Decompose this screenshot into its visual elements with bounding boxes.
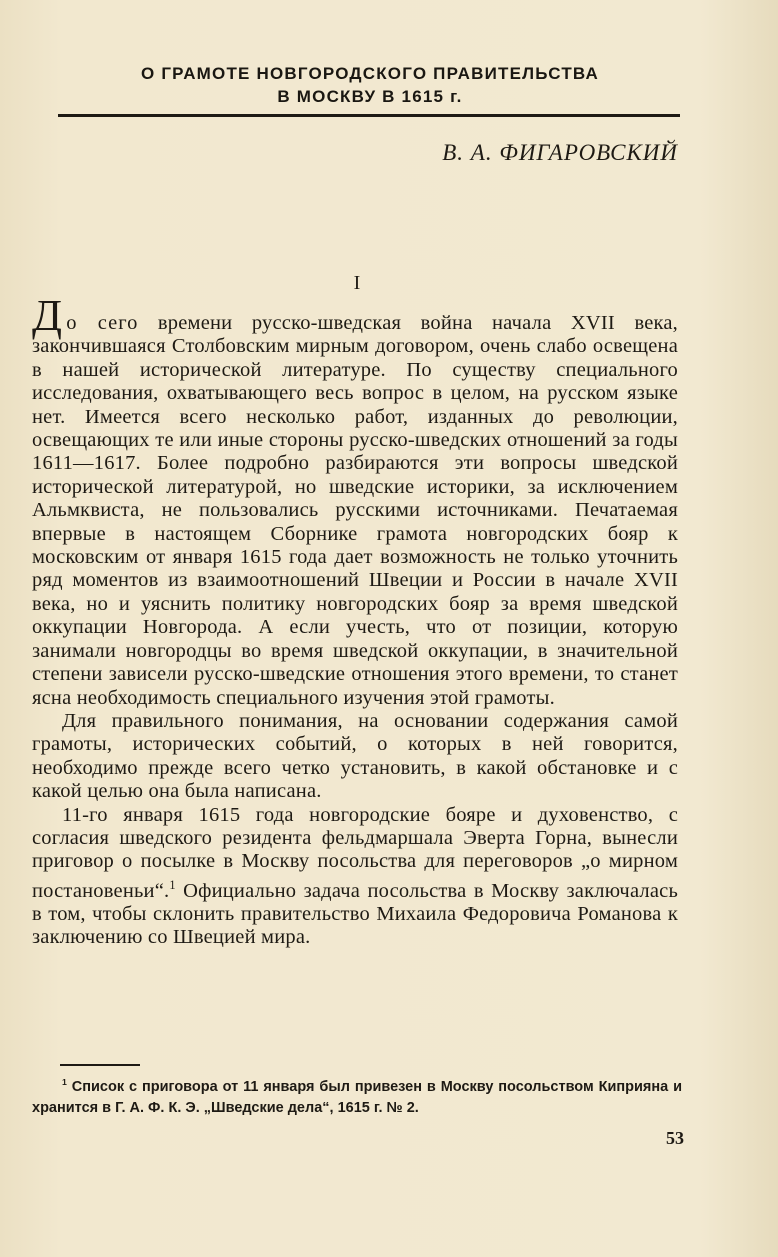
paragraph-3 [32, 804, 678, 950]
article-title [60, 62, 680, 108]
section-number: I [353, 272, 361, 294]
footnote-mark: 1 [62, 1077, 67, 1087]
page-number: 53 [666, 1128, 684, 1148]
paragraph-1 [32, 291, 678, 710]
article-title-line-2: В МОСКВУ В 1615 г. [277, 87, 463, 106]
footnote-reference: 1 [169, 877, 176, 892]
drop-cap: Д [32, 291, 63, 340]
footnote-divider [60, 1064, 140, 1066]
paragraph-3-text-b: Официально задача посольства в Москву заключалась в том, чтобы склонить правительство Михаила Федоровича Романова к заключению со Швецией мира. [32, 879, 678, 949]
article-title-line-1: О ГРАМОТЕ НОВГОРОДСКОГО ПРАВИТЕЛЬСТВА [140, 64, 600, 83]
footnote-text: Список с приговора от 11 января был привезен в Москву посольством Киприяна и хранится в Г. А. Ф. К. Э. „Шведские дела“, 1615 г. № 2. [32, 1078, 682, 1116]
paragraph-2: Для правильного понимания, на основании содержания самой грамоты, исторических событий, о которых в ней говорится, необходимо прежде всего четко установить, в какой обстановке и с какой целью она была написана. [32, 709, 678, 803]
footnote [32, 1072, 682, 1119]
author-name: В. А. ФИГАРОВСКИЙ [442, 140, 678, 165]
paragraph-1-lead: о сего [66, 312, 139, 334]
article-body [32, 291, 678, 950]
header-divider [58, 114, 680, 117]
paragraph-3-text-a: 11-го января 1615 года новгородские бояре и духовенство, с согласия шведского резидента фельдмаршала Эверта Горна, вынесли приговор о посылке в Москву посольства для переговоров „о мирном постановеньи“. [32, 803, 678, 902]
paragraph-1-text: времени русско-шведская война начала XVII века, закончившаяся Столбовским мирным договором, очень слабо освещена в нашей исторической литературе. По существу специального исследования, охватывающего весь вопрос в целом, на русском языке нет. Имеется всего несколько работ, изданных до революции, освещающих те или иные стороны русско-шведских отношений за годы 1611—1617. Более подробно разбираются эти вопросы шведской исторической литературой, но шведские историки, за исключением Альмквиста, не пользовались русскими источниками. Печатаемая впервые в настоящем Сборнике грамота новгородских бояр к московским от января 1615 года дает возможность не только уточнить ряд моментов из взаимоотношений Швеции и России в начале XVII века, но и уяснить политику новгородских бояр за время шведской оккупации Новгорода. А если учесть, что от позиции, которую занимали новгородцы во время шведской оккупации, в значительной степени зависели русско-шведские отношения этого времени, то станет ясна необходимость специального изучения этой грамоты. [32, 312, 678, 709]
